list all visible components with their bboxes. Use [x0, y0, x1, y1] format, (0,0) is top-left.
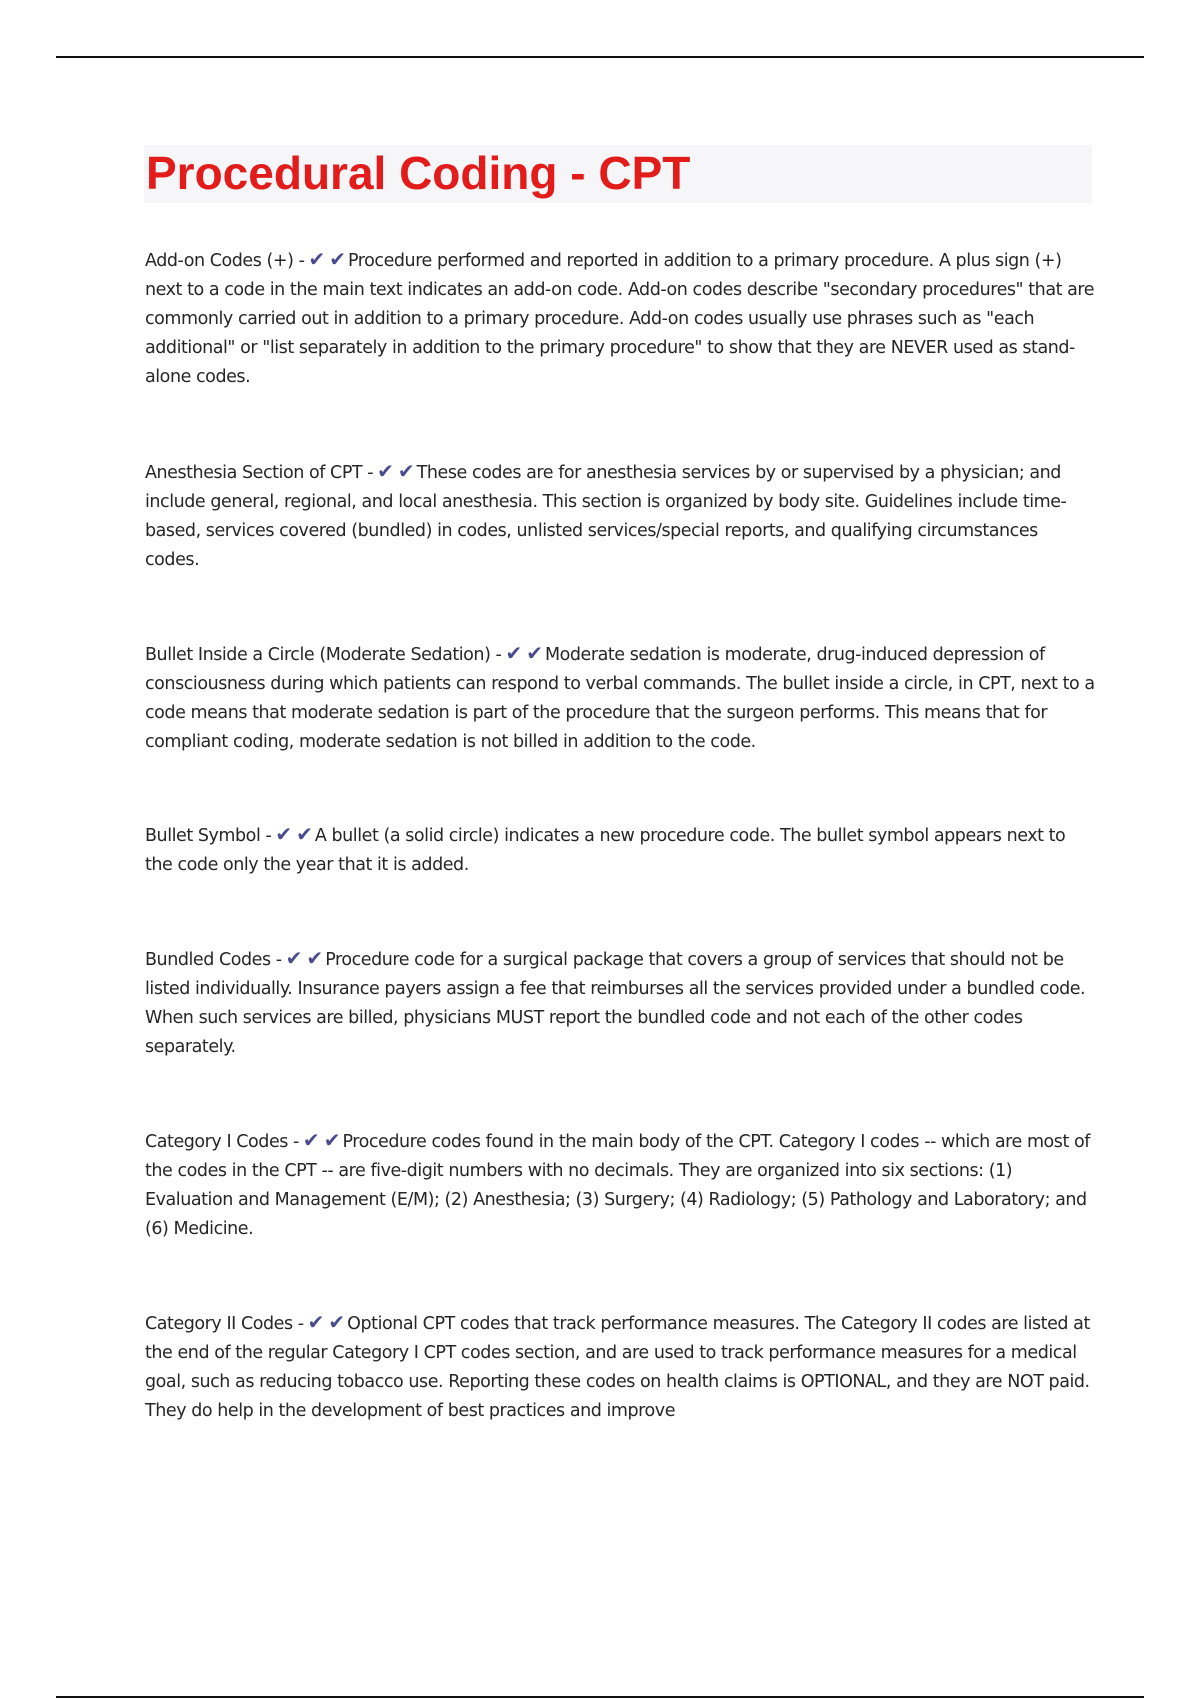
entry-definition: A bullet (a solid circle) indicates a new procedure code. The bullet symbol appears next to the code only the year that it is added. — [145, 826, 1066, 875]
entry-definition: Procedure codes found in the main body of the CPT. Category I codes -- which are most of the codes in the CPT -- are five-digit numbers with no decimals. They are organized into six sections: (1) Evaluation and Management (E/M); (2) Anesthesia; (3) Surgery; (4) Radiology; (5) Pathology and Laboratory; and (6) Medicine. — [145, 1132, 1090, 1239]
entry-definition: Procedure code for a surgical package that covers a group of services that should not be listed individually. Insurance payers assign a fee that reimburses all the services provided under a bundled code. When such services are billed, physicians MUST report the bundled code and not each of the other codes separately. — [145, 950, 1086, 1057]
entry-bullet-symbol — [145, 822, 1095, 880]
page-title: Procedural Coding - CPT — [146, 147, 691, 199]
entry-definition: Moderate sedation is moderate, drug-induced depression of consciousness during which patients can respond to verbal commands. The bullet inside a circle, in CPT, next to a code means that moderate sedation is part of the procedure that the surgeon performs. This means that for compliant coding, moderate sedation is not billed in addition to the code. — [145, 645, 1095, 752]
check-icon: ✔ — [307, 1310, 325, 1334]
entry-bullet-inside-circle — [145, 641, 1095, 757]
footer-rule — [56, 1696, 1144, 1698]
check-icon: ✔ — [302, 1128, 320, 1152]
entry-term: Bullet Symbol - — [145, 826, 272, 846]
entry-bundled-codes — [145, 946, 1095, 1062]
check-icon: ✔ — [306, 946, 324, 970]
check-icon: ✔ — [275, 822, 293, 846]
check-icon: ✔ — [308, 247, 326, 271]
entry-term: Add-on Codes (+) - — [145, 251, 305, 271]
entry-term: Category I Codes - — [145, 1132, 299, 1152]
entry-term: Bullet Inside a Circle (Moderate Sedation) - — [145, 645, 502, 665]
entry-category-i-codes — [145, 1128, 1095, 1244]
entry-term: Bundled Codes - — [145, 950, 282, 970]
check-icon: ✔ — [377, 459, 394, 483]
entry-anesthesia-section — [145, 459, 1095, 575]
entry-definition: Optional CPT codes that track performance measures. The Category II codes are listed at the end of the regular Category I CPT codes section, and are used to track performance measures for a medical goal, such as reducing tobacco use. Reporting these codes on health claims is OPTIONAL, and they are NOT paid. They do help in the development of best practices and improve — [145, 1314, 1090, 1421]
check-icon: ✔ — [296, 822, 313, 846]
check-icon: ✔ — [323, 1128, 341, 1152]
entry-definition: Procedure performed and reported in addition to a primary procedure. A plus sign (+) next to a code in the main text indicates an add-on code. Add-on codes describe "secondary procedures" that are commonly carried out in addition to a primary procedure. Add-on codes usually use phrases such as "each additional" or "list separately in addition to the primary procedure" to show that they are NEVER used as stand-alone codes. — [145, 251, 1095, 387]
header-rule — [56, 56, 1144, 58]
check-icon: ✔ — [329, 247, 346, 271]
check-icon: ✔ — [505, 641, 523, 665]
entry-add-on-codes — [145, 247, 1095, 392]
entry-term: Category II Codes - — [145, 1314, 304, 1334]
check-icon: ✔ — [328, 1310, 346, 1334]
check-icon: ✔ — [526, 641, 543, 665]
check-icon: ✔ — [397, 459, 415, 483]
entry-category-ii-codes — [145, 1310, 1095, 1426]
entry-definition: These codes are for anesthesia services by or supervised by a physician; and include general, regional, and local anesthesia. This section is organized by body site. Guidelines include time-based, services covered (bundled) in codes, unlisted services/special reports, and qualifying circumstances codes. — [145, 463, 1067, 570]
check-icon: ✔ — [285, 946, 303, 970]
entry-term: Anesthesia Section of CPT - — [145, 463, 374, 483]
